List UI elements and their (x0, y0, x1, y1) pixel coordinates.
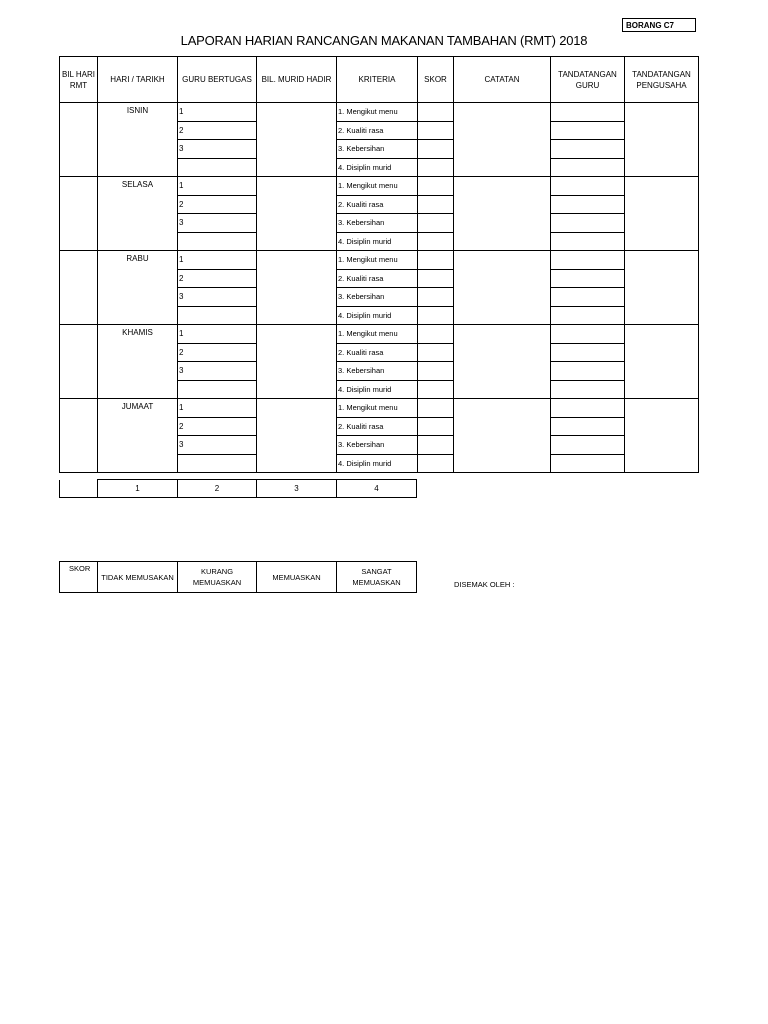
header-tandatangan-pengusaha: TANDATANGAN PENGUSAHA (625, 57, 699, 103)
catatan-cell[interactable] (454, 399, 551, 473)
guru-bertugas-cell[interactable]: 3 (178, 214, 257, 233)
skor-cell[interactable] (418, 214, 454, 233)
skor-cell[interactable] (418, 269, 454, 288)
table-row (60, 177, 699, 196)
day-name-cell: KHAMIS (98, 325, 178, 399)
bil-murid-cell[interactable] (257, 251, 337, 325)
tandatangan-guru-cell[interactable] (551, 269, 625, 288)
score-legend-row (60, 562, 417, 593)
skor-cell[interactable] (418, 306, 454, 325)
tandatangan-guru-cell[interactable] (551, 399, 625, 418)
legend-kurang-memuaskan: KURANG MEMUASKAN (178, 562, 257, 593)
bil-hari-cell[interactable] (60, 325, 98, 399)
tandatangan-guru-cell[interactable] (551, 325, 625, 344)
tandatangan-guru-cell[interactable] (551, 103, 625, 122)
kriteria-cell: 4. Disiplin murid (337, 380, 418, 399)
skor-cell[interactable] (418, 103, 454, 122)
bil-hari-cell[interactable] (60, 251, 98, 325)
tandatangan-guru-cell[interactable] (551, 436, 625, 455)
kriteria-cell: 4. Disiplin murid (337, 232, 418, 251)
bil-murid-cell[interactable] (257, 103, 337, 177)
bil-hari-cell[interactable] (60, 103, 98, 177)
header-hari-tarikh: HARI / TARIKH (98, 57, 178, 103)
scale-1: 1 (98, 480, 178, 498)
skor-cell[interactable] (418, 436, 454, 455)
tandatangan-guru-cell[interactable] (551, 454, 625, 473)
catatan-cell[interactable] (454, 325, 551, 399)
guru-bertugas-cell[interactable]: 1 (178, 177, 257, 196)
kriteria-cell: 2. Kualiti rasa (337, 417, 418, 436)
skor-cell[interactable] (418, 380, 454, 399)
guru-bertugas-cell[interactable]: 2 (178, 417, 257, 436)
scale-2: 2 (178, 480, 257, 498)
header-kriteria: KRITERIA (337, 57, 418, 103)
skor-cell[interactable] (418, 140, 454, 159)
skor-cell[interactable] (418, 195, 454, 214)
guru-bertugas-cell[interactable] (178, 380, 257, 399)
skor-cell[interactable] (418, 399, 454, 418)
skor-cell[interactable] (418, 417, 454, 436)
tandatangan-guru-cell[interactable] (551, 417, 625, 436)
header-skor: SKOR (418, 57, 454, 103)
table-row (60, 251, 699, 270)
daily-report-table (59, 56, 699, 473)
tandatangan-guru-cell[interactable] (551, 214, 625, 233)
day-name-cell: JUMAAT (98, 399, 178, 473)
guru-bertugas-cell[interactable] (178, 158, 257, 177)
bil-hari-cell[interactable] (60, 399, 98, 473)
score-scale-table (59, 479, 417, 498)
bil-murid-cell[interactable] (257, 177, 337, 251)
guru-bertugas-cell[interactable]: 1 (178, 325, 257, 344)
guru-bertugas-cell[interactable]: 1 (178, 399, 257, 418)
tandatangan-pengusaha-cell[interactable] (625, 251, 699, 325)
tandatangan-guru-cell[interactable] (551, 288, 625, 307)
kriteria-cell: 4. Disiplin murid (337, 454, 418, 473)
tandatangan-guru-cell[interactable] (551, 140, 625, 159)
catatan-cell[interactable] (454, 251, 551, 325)
tandatangan-guru-cell[interactable] (551, 306, 625, 325)
tandatangan-pengusaha-cell[interactable] (625, 177, 699, 251)
guru-bertugas-cell[interactable]: 2 (178, 269, 257, 288)
tandatangan-guru-cell[interactable] (551, 195, 625, 214)
header-guru-bertugas: GURU BERTUGAS (178, 57, 257, 103)
day-name-cell: RABU (98, 251, 178, 325)
tandatangan-guru-cell[interactable] (551, 343, 625, 362)
tandatangan-guru-cell[interactable] (551, 121, 625, 140)
tandatangan-pengusaha-cell[interactable] (625, 399, 699, 473)
guru-bertugas-cell[interactable]: 2 (178, 121, 257, 140)
skor-cell[interactable] (418, 343, 454, 362)
legend-sangat-memuaskan: SANGAT MEMUASKAN (337, 562, 417, 593)
bil-murid-cell[interactable] (257, 399, 337, 473)
skor-cell[interactable] (418, 158, 454, 177)
kriteria-cell: 2. Kualiti rasa (337, 343, 418, 362)
table-row (60, 399, 699, 418)
header-bil-murid: BIL. MURID HADIR (257, 57, 337, 103)
score-scale-row (60, 480, 417, 498)
bil-murid-cell[interactable] (257, 325, 337, 399)
guru-bertugas-cell[interactable] (178, 454, 257, 473)
tandatangan-pengusaha-cell[interactable] (625, 103, 699, 177)
tandatangan-guru-cell[interactable] (551, 251, 625, 270)
guru-bertugas-cell[interactable]: 2 (178, 195, 257, 214)
catatan-cell[interactable] (454, 177, 551, 251)
guru-bertugas-cell[interactable]: 3 (178, 436, 257, 455)
guru-bertugas-cell[interactable]: 1 (178, 103, 257, 122)
kriteria-cell: 4. Disiplin murid (337, 306, 418, 325)
header-tandatangan-guru: TANDATANGAN GURU (551, 57, 625, 103)
kriteria-cell: 3. Kebersihan (337, 214, 418, 233)
kriteria-cell: 1. Mengikut menu (337, 325, 418, 344)
kriteria-cell: 2. Kualiti rasa (337, 121, 418, 140)
tandatangan-guru-cell[interactable] (551, 177, 625, 196)
skor-cell[interactable] (418, 325, 454, 344)
skor-cell[interactable] (418, 288, 454, 307)
guru-bertugas-cell[interactable]: 3 (178, 140, 257, 159)
skor-cell[interactable] (418, 362, 454, 381)
day-name-cell: ISNIN (98, 103, 178, 177)
kriteria-cell: 1. Mengikut menu (337, 177, 418, 196)
skor-cell[interactable] (418, 454, 454, 473)
score-legend-table (59, 561, 417, 593)
scale-4: 4 (337, 480, 417, 498)
tandatangan-guru-cell[interactable] (551, 158, 625, 177)
legend-memuaskan: MEMUASKAN (257, 562, 337, 593)
scale-3: 3 (257, 480, 337, 498)
skor-cell[interactable] (418, 121, 454, 140)
guru-bertugas-cell[interactable] (178, 306, 257, 325)
guru-bertugas-cell[interactable]: 1 (178, 251, 257, 270)
kriteria-cell: 1. Mengikut menu (337, 251, 418, 270)
disemak-oleh-label: DISEMAK OLEH : (454, 580, 515, 589)
tandatangan-pengusaha-cell[interactable] (625, 325, 699, 399)
day-name-cell: SELASA (98, 177, 178, 251)
kriteria-cell: 2. Kualiti rasa (337, 195, 418, 214)
kriteria-cell: 3. Kebersihan (337, 362, 418, 381)
page-title: LAPORAN HARIAN RANCANGAN MAKANAN TAMBAHAN (RMT) 2018 (180, 33, 588, 48)
guru-bertugas-cell[interactable]: 3 (178, 288, 257, 307)
legend-tidak-memuaskan: TIDAK MEMUSAKAN (98, 562, 178, 593)
kriteria-cell: 1. Mengikut menu (337, 103, 418, 122)
tandatangan-guru-cell[interactable] (551, 362, 625, 381)
skor-cell[interactable] (418, 177, 454, 196)
kriteria-cell: 4. Disiplin murid (337, 158, 418, 177)
table-row (60, 325, 699, 344)
kriteria-cell: 1. Mengikut menu (337, 399, 418, 418)
scale-blank-cell (60, 480, 98, 498)
tandatangan-guru-cell[interactable] (551, 232, 625, 251)
table-row (60, 103, 699, 122)
kriteria-cell: 3. Kebersihan (337, 140, 418, 159)
bil-hari-cell[interactable] (60, 177, 98, 251)
form-code: BORANG C7 (622, 18, 696, 32)
header-row (60, 57, 699, 103)
guru-bertugas-cell[interactable]: 3 (178, 362, 257, 381)
kriteria-cell: 3. Kebersihan (337, 288, 418, 307)
kriteria-cell: 2. Kualiti rasa (337, 269, 418, 288)
guru-bertugas-cell[interactable]: 2 (178, 343, 257, 362)
header-catatan: CATATAN (454, 57, 551, 103)
skor-cell[interactable] (418, 232, 454, 251)
guru-bertugas-cell[interactable] (178, 232, 257, 251)
header-bil-hari: BIL HARI RMT (60, 57, 98, 103)
catatan-cell[interactable] (454, 103, 551, 177)
kriteria-cell: 3. Kebersihan (337, 436, 418, 455)
skor-cell[interactable] (418, 251, 454, 270)
legend-skor-label: SKOR (60, 562, 98, 593)
tandatangan-guru-cell[interactable] (551, 380, 625, 399)
